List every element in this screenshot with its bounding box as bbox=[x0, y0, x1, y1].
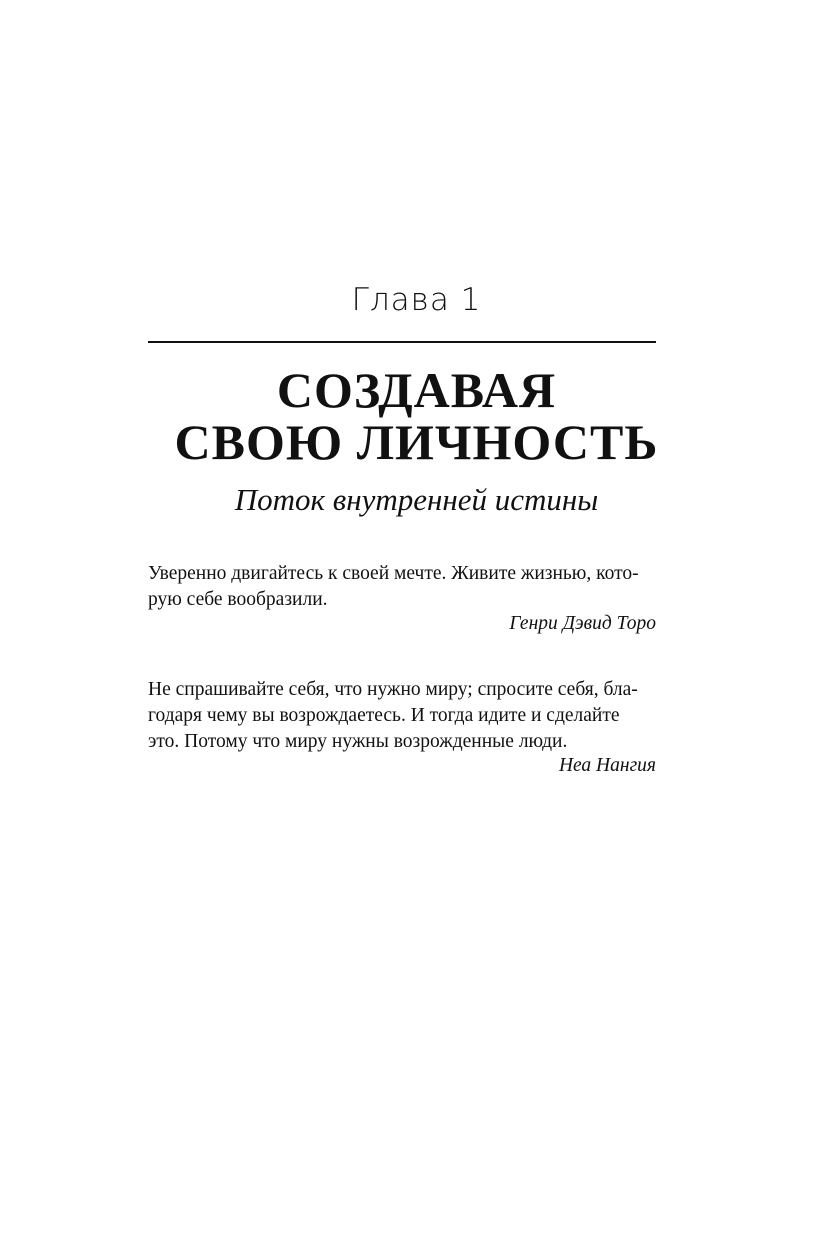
chapter-label: Глава 1 bbox=[351, 282, 482, 318]
epigraph-1-author: Генри Дэвид Торо bbox=[509, 613, 656, 634]
epigraph-1-line-2: рую себе вообразили. bbox=[148, 589, 328, 610]
chapter-subtitle: Поток внутренней истины bbox=[234, 482, 599, 517]
epigraph-2-line-3: это. Потому что миру нужны возрожденные люди. bbox=[148, 731, 568, 752]
chapter-title-line-2: СВОЮ ЛИЧНОСТЬ bbox=[174, 414, 659, 470]
epigraph-1-line-1: Уверенно двигайтесь к своей мечте. Живите жизнью, кото- bbox=[148, 563, 639, 584]
chapter-title-line-1: СОЗДАВАЯ bbox=[276, 362, 557, 418]
epigraph-2-line-2: годаря чему вы возрождаетесь. И тогда идите и сделайте bbox=[148, 705, 620, 726]
epigraph-2-author: Неа Нангия bbox=[558, 755, 656, 776]
chapter-divider bbox=[148, 341, 656, 343]
epigraph-2-line-1: Не спрашивайте себя, что нужно миру; спросите себя, бла- bbox=[148, 679, 638, 700]
